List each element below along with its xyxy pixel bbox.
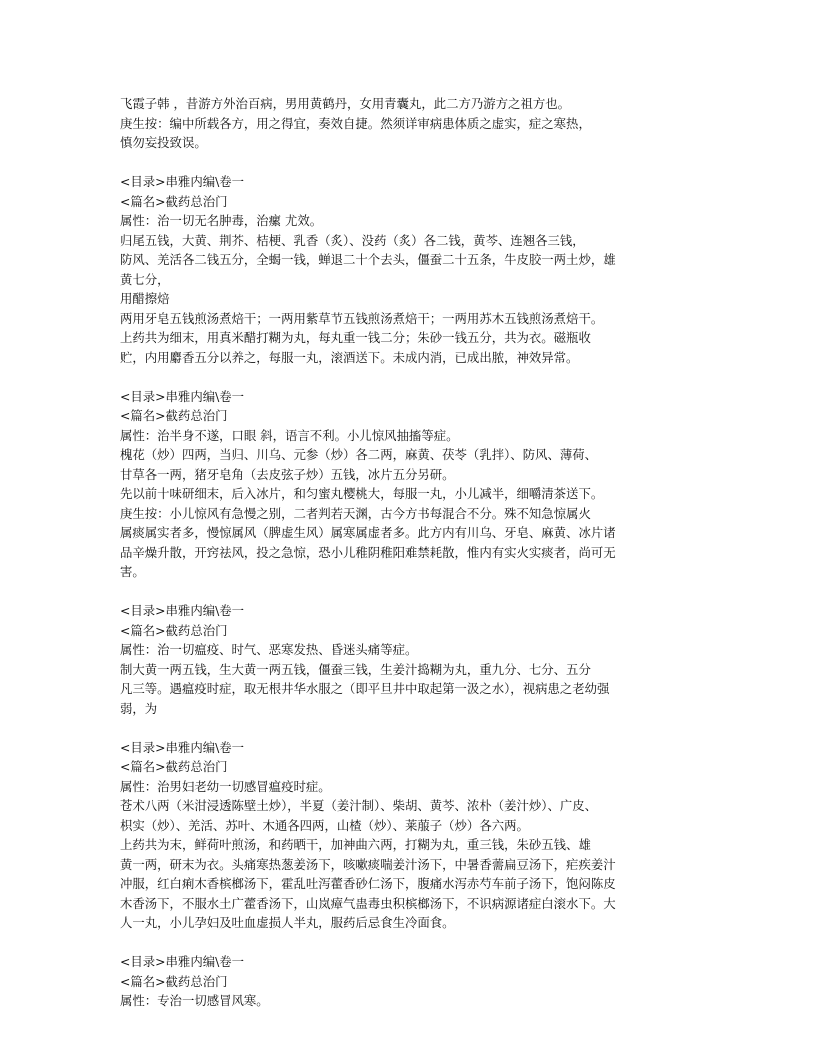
text-line: 枳实（炒）、羌活、苏叶、木通各四两，山楂（炒）、莱菔子（炒）各六两。 (120, 817, 529, 833)
text-line: 制大黄一两五钱，生大黄一两五钱，僵蚕三钱，生姜汁捣糊为丸，重九分、七分、五分 (120, 661, 591, 677)
text-line: 冲服，红白痢木香槟榔汤下，霍乱吐泻藿香砂仁汤下，腹痛水泻赤芍车前子汤下，饱闷陈皮 (120, 876, 616, 891)
chapter-title-line: <篇名>截药总治门 (120, 193, 228, 209)
text-line: 慎勿妄投致误。 (120, 135, 207, 150)
text-line: 防风、羌活各二钱五分，全蝎一钱，蝉退二十个去头，僵蚕二十五条，牛皮胶一两土炒，雄 (120, 252, 616, 267)
text-line: 黄一两，研末为衣。头痛寒热葱姜汤下，咳嗽痰喘姜汁汤下，中暑香薷扁豆汤下，疟疾姜汁 (120, 856, 616, 872)
text-line: 用醋擦焙 (120, 291, 170, 306)
text-line: 品辛燥升散，开窍祛风，投之急惊，恐小儿稚阴稚阳难禁耗散，惟内有实火实痰者，尚可无 (120, 544, 616, 560)
text-line: 槐花（炒）四两，当归、川乌、元参（炒）各二两，麻黄、茯苓（乳拌）、防风、薄荷、 (120, 447, 598, 462)
text-line: 两用牙皂五钱煎汤煮焙干；一两用紫草节五钱煎汤煮焙干；一两用苏木五钱煎汤煮焙干。 (120, 310, 604, 326)
chapter-title-line: <篇名>截药总治门 (120, 408, 228, 423)
section-gap (120, 933, 700, 953)
text-line: 属痰属实者多，慢惊属风（脾虚生风）属寒属虚者多。此方内有川乌、牙皂、麻黄、冰片诸 (120, 525, 616, 540)
text-line: 上药共为细末，用真米醋打糊为丸，每丸重一钱二分；朱砂一钱五分，共为衣。磁瓶收 (120, 330, 591, 345)
text-line: 先以前十味研细末，后入冰片，和匀蜜丸樱桃大，每服一丸，小儿减半，细嚼清茶送下。 (120, 486, 604, 501)
attribute-line: 属性：治男妇老幼一切感冒瘟疫时症。 (120, 778, 331, 794)
chapter-title-line: <篇名>截药总治门 (120, 973, 228, 989)
entry-section-4 (120, 738, 700, 933)
text-line: 黄七分， (120, 271, 170, 287)
text-line: 上药共为末，鲜荷叶煎汤，和药晒干，加神曲六两，打糊为丸，重三钱，朱砂五钱、雄 (120, 837, 591, 852)
catalog-line: <目录>串雅内编\卷一 (120, 603, 245, 618)
catalog-line: <目录>串雅内编\卷一 (120, 739, 245, 755)
section-gap (120, 153, 700, 173)
attribute-line: 属性：治半身不遂，口眼 斜，语言不利。小儿惊风抽搐等症。 (120, 427, 459, 443)
attribute-line: 属性：治一切无名肿毒，治瘰 尤效。 (120, 213, 323, 228)
text-line: 苍术八两（米泔浸透陈壁土炒），半夏（姜汁制）、柴胡、黄芩、浓朴（姜汁炒）、广皮、 (120, 798, 598, 813)
catalog-line: <目录>串雅内编\卷一 (120, 388, 245, 404)
entry-section-3 (120, 601, 700, 718)
text-line: 庚生按：编中所载各方，用之得宜，奏效自捷。然须详审病患体质之虚实，症之寒热， (120, 115, 591, 131)
text-line: 归尾五钱，大黄、荆芥、桔梗、乳香（炙）、没药（炙）各二钱，黄芩、连翘各三钱， (120, 232, 585, 248)
section-gap (120, 718, 700, 738)
entry-section-1 (120, 172, 700, 367)
section-gap (120, 582, 700, 602)
text-line: 贮，内用麝香五分以养之，每服一丸，滚酒送下。未成内消，已成出脓，神效异常。 (120, 349, 579, 365)
chapter-title-line: <篇名>截药总治门 (120, 759, 228, 774)
intro-section (120, 94, 700, 153)
attribute-line: 属性：专治一切感冒风寒。 (120, 993, 269, 1008)
catalog-line: <目录>串雅内编\卷一 (120, 954, 245, 969)
text-line: 木香汤下，不服水土广藿香汤下，山岚瘴气蛊毒虫积槟榔汤下，不识病源诸症白滚水下。大 (120, 895, 616, 911)
catalog-line: <目录>串雅内编\卷一 (120, 174, 245, 189)
text-line: 人一丸，小儿孕妇及吐血虚损人半丸，服药后忌食生冷面食。 (120, 915, 455, 930)
attribute-line: 属性：治一切瘟疫、时气、恶寒发热、昏迷头痛等症。 (120, 642, 418, 657)
text-line: 庚生按：小儿惊风有急慢之别，二者判若天渊，古今方书每混合不分。殊不知急惊属火 (120, 505, 591, 521)
document-page (120, 94, 700, 1011)
chapter-title-line: <篇名>截药总治门 (120, 622, 228, 638)
entry-section-2 (120, 387, 700, 582)
entry-section-5 (120, 952, 700, 1011)
text-line: 凡三等。遇瘟疫时症，取无根井华水服之（即平旦井中取起第一汲之水），视病患之老幼强 (120, 681, 610, 696)
text-line: 飞霞子韩 ，昔游方外治百病，男用黄鹤丹，女用青囊丸，此二方乃游方之祖方也。 (120, 96, 571, 111)
text-line: 弱，为 (120, 700, 158, 716)
section-gap (120, 367, 700, 387)
text-line: 甘草各一两，猪牙皂角（去皮弦子炒）五钱，冰片五分另研。 (120, 466, 455, 482)
text-line: 害。 (120, 564, 145, 579)
